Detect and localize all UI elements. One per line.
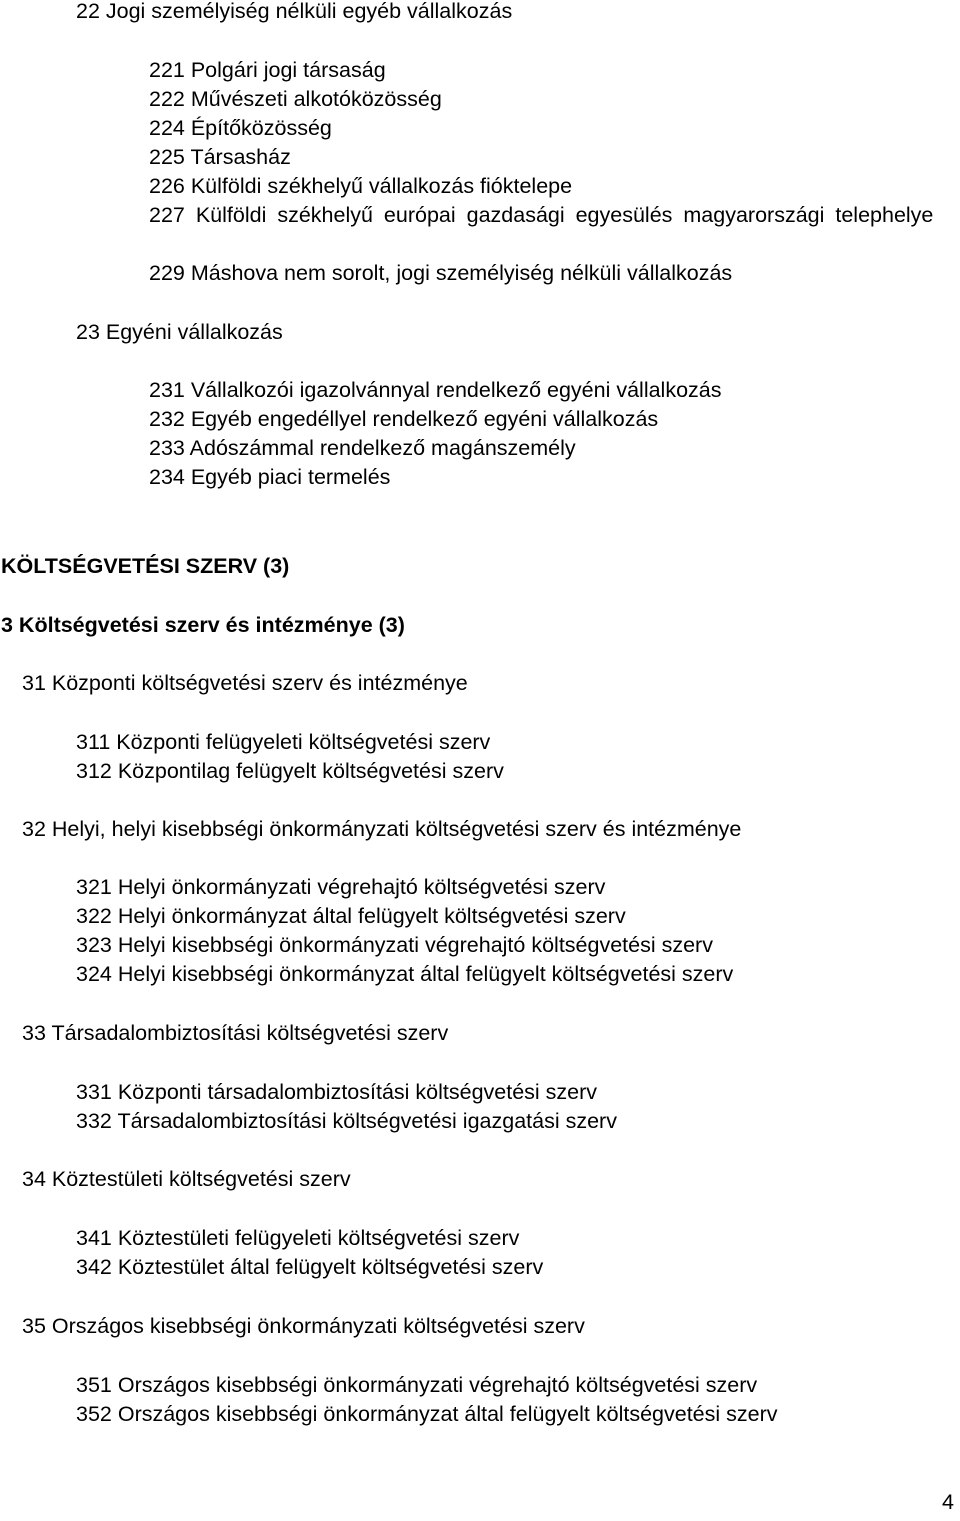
list-item-224: 224 Építőközösség [149, 116, 332, 140]
section-heading-31: 31 Központi költségvetési szerv és intézménye [22, 671, 468, 695]
list-item-229: 229 Máshova nem sorolt, jogi személyiség nélküli vállalkozás [149, 261, 733, 285]
list-item-322: 322 Helyi önkormányzat által felügyelt költségvetési szerv [76, 904, 626, 928]
list-item-225: 225 Társasház [149, 145, 291, 169]
list-item-232: 232 Egyéb engedéllyel rendelkező egyéni vállalkozás [149, 407, 659, 431]
section-heading-33: 33 Társadalombiztosítási költségvetési szerv [22, 1021, 449, 1045]
section-heading-23: 23 Egyéni vállalkozás [76, 320, 283, 344]
list-item-233: 233 Adószámmal rendelkező magánszemély [149, 436, 576, 460]
list-item-342: 342 Köztestület által felügyelt költségvetési szerv [76, 1255, 544, 1279]
list-item-323: 323 Helyi kisebbségi önkormányzati végrehajtó költségvetési szerv [76, 933, 713, 957]
section-heading-35: 35 Országos kisebbségi önkormányzati költségvetési szerv [22, 1314, 585, 1338]
section-heading-32: 32 Helyi, helyi kisebbségi önkormányzati költségvetési szerv és intézménye [22, 817, 742, 841]
list-item-221: 221 Polgári jogi társaság [149, 58, 386, 82]
main-heading: KÖLTSÉGVETÉSI SZERV (3) [1, 554, 290, 578]
section-heading-34: 34 Köztestületi költségvetési szerv [22, 1167, 351, 1191]
list-item-324: 324 Helyi kisebbségi önkormányzat által felügyelt költségvetési szerv [76, 962, 734, 986]
list-item-351: 351 Országos kisebbségi önkormányzati végrehajtó költségvetési szerv [76, 1373, 758, 1397]
list-item-341: 341 Köztestületi felügyeleti költségvetési szerv [76, 1226, 520, 1250]
list-item-231: 231 Vállalkozói igazolvánnyal rendelkező egyéni vállalkozás [149, 378, 722, 402]
list-item-234: 234 Egyéb piaci termelés [149, 465, 391, 489]
sub-heading: 3 Költségvetési szerv és intézménye (3) [1, 613, 405, 637]
list-item-222: 222 Művészeti alkotóközösség [149, 87, 442, 111]
list-item-321: 321 Helyi önkormányzati végrehajtó költségvetési szerv [76, 875, 606, 899]
list-item-312: 312 Központilag felügyelt költségvetési szerv [76, 759, 504, 783]
list-item-311: 311 Központi felügyeleti költségvetési szerv [76, 730, 491, 754]
page-number: 4 [942, 1490, 954, 1514]
list-item-227: 227 Külföldi székhelyű európai gazdasági egyesülés magyarországi telephelye [149, 203, 934, 227]
list-item-226: 226 Külföldi székhelyű vállalkozás fióktelepe [149, 174, 573, 198]
section-heading-22: 22 Jogi személyiség nélküli egyéb vállalkozás [76, 0, 513, 23]
list-item-352: 352 Országos kisebbségi önkormányzat által felügyelt költségvetési szerv [76, 1402, 778, 1426]
list-item-332: 332 Társadalombiztosítási költségvetési igazgatási szerv [76, 1109, 617, 1133]
list-item-331: 331 Központi társadalombiztosítási költségvetési szerv [76, 1080, 598, 1104]
